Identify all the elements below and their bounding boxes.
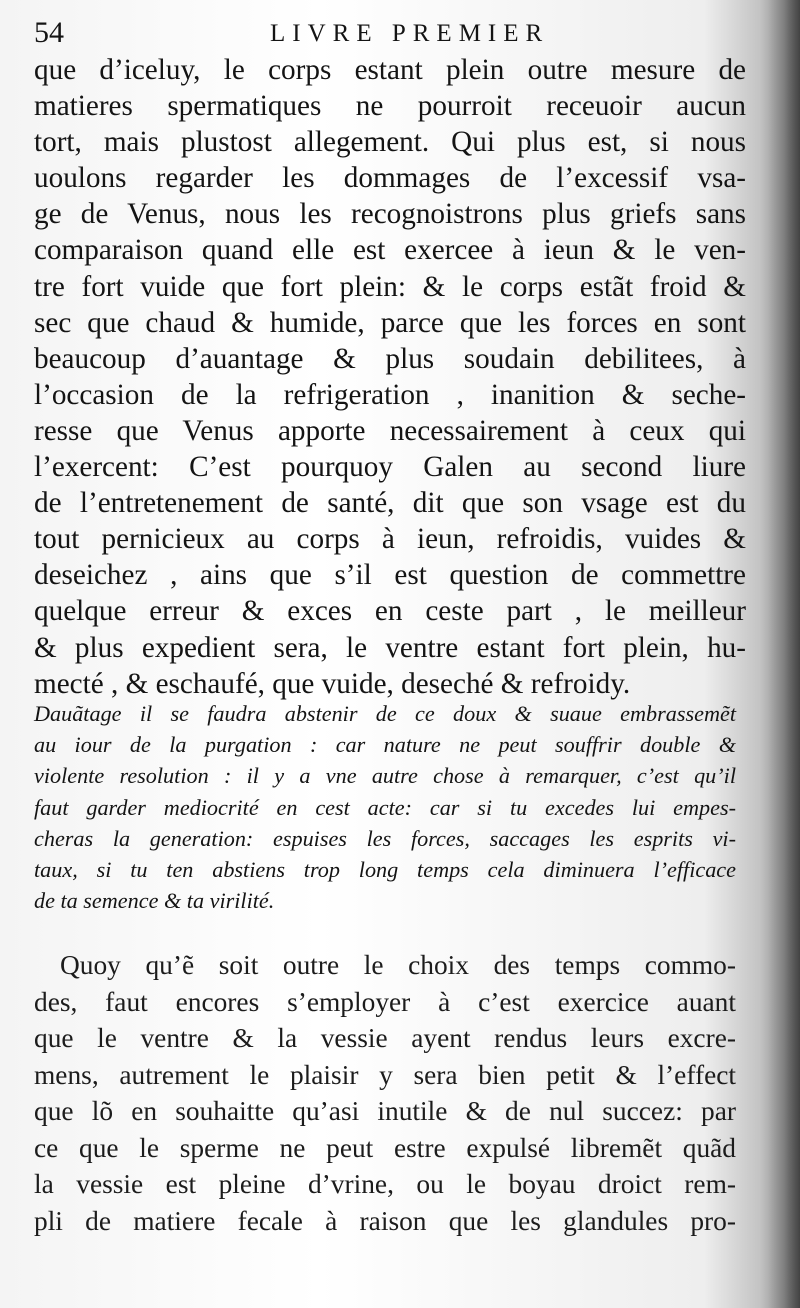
main-paragraph	[34, 52, 746, 702]
text-line: tort, mais plustost allegement. Qui plus est, si nous	[34, 126, 746, 159]
text-line: mecté , & eschaufé, que vuide, deseché & refroidy.	[34, 667, 631, 700]
text-line: que lõ en souhaitte qu’asi inutile & de nul succez: par	[34, 1096, 736, 1126]
italic-line: de ta semence & ta virilité.	[34, 888, 275, 914]
text-line: que le ventre & la vessie ayent rendus leurs excre-	[34, 1023, 736, 1053]
text-line: Quoy qu’ẽ soit outre le choix des temps commo-	[60, 950, 736, 980]
text-line: matieres spermatiques ne pourroit receuoir aucun	[34, 90, 746, 123]
italic-passage	[34, 698, 736, 916]
text-line: mens, autrement le plaisir y sera bien petit & l’effect	[34, 1059, 736, 1090]
italic-line: cheras la generation: espuises les forces, saccages les esprits vi-	[34, 825, 736, 851]
text-line: beaucoup d’auantage & plus soudain debilitees, à	[34, 342, 746, 375]
text-line: l’occasion de la refrigeration , inanition & seche-	[34, 378, 746, 411]
text-line: resse que Venus apporte necessairement à ceux qui	[34, 414, 746, 447]
text-line: des, faut encores s’employer à c’est exercice auant	[34, 986, 736, 1017]
running-head: LIVRE PREMIER	[270, 20, 550, 47]
text-line: la vessie est pleine d’vrine, ou le boyau droict rem-	[34, 1169, 736, 1199]
page-header	[34, 16, 734, 56]
text-line: ce que le sperme ne peut estre expulsé libremẽt quãd	[34, 1132, 736, 1163]
second-paragraph	[34, 947, 736, 1239]
italic-line: faut garder mediocrité en cest acte: car si tu excedes lui empes-	[34, 794, 736, 820]
italic-line: taux, si tu ten abstiens trop long temps cela diminuera l’efficace	[34, 856, 736, 882]
italic-line: Dauãtage il se faudra abstenir de ce doux & suaue embrassemẽt	[34, 701, 736, 726]
text-line: que d’iceluy, le corps estant plein outre mesure de	[34, 54, 746, 86]
text-line: pli de matiere fecale à raison que les glandules pro-	[34, 1205, 736, 1236]
text-line: l’exercent: C’est pourquoy Galen au second liure	[34, 451, 746, 484]
text-line: comparaison quand elle est exercee à ieun & le ven-	[34, 234, 746, 267]
text-line: ge de Venus, nous les recognoistrons plus griefs sans	[34, 198, 746, 231]
text-line: tout pernicieux au corps à ieun, refroidis, vuides &	[34, 523, 746, 556]
text-line: tre fort vuide que fort plein: & le corps estãt froid &	[34, 270, 746, 303]
text-line: deseichez , ains que s’il est question de commettre	[34, 559, 746, 592]
text-line: quelque erreur & exces en ceste part , le meilleur	[34, 595, 746, 628]
page-edge-shadow	[760, 0, 800, 1308]
text-line: sec que chaud & humide, parce que les forces en sont	[34, 306, 746, 339]
italic-line: au iour de la purgation : car nature ne peut souffrir double &	[34, 732, 736, 758]
text-line: de l’entretenement de santé, dit que son vsage est du	[34, 487, 746, 520]
italic-line: violente resolution : il y a vne autre chose à remarquer, c’est qu’il	[34, 763, 736, 789]
text-line: & plus expedient sera, le ventre estant fort plein, hu-	[34, 631, 746, 664]
text-line: uoulons regarder les dommages de l’excessif vsa-	[34, 162, 746, 195]
page-number: 54	[34, 16, 64, 49]
